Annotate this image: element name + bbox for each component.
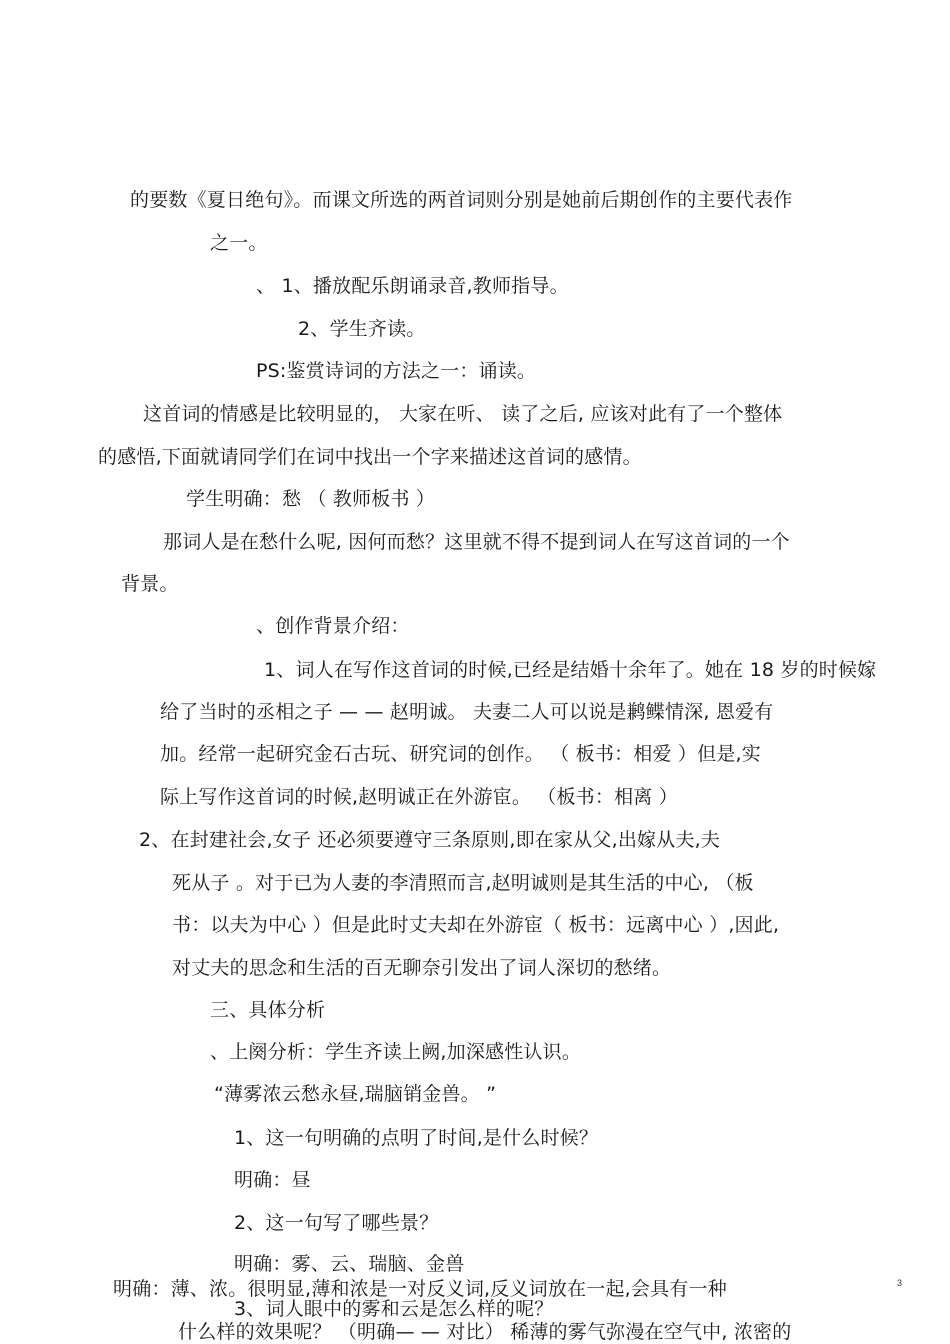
text-line-18: 书：以夫为中心 ）但是此时丈夫却在外游宦（ 板书：远离中心 ）,因此, xyxy=(172,914,780,936)
text-line-19: 对丈夫的思念和生活的百无聊奈引发出了词人深切的愁绪。 xyxy=(172,957,672,979)
text-line-4: 2、学生齐读。 xyxy=(298,318,426,340)
text-line-5: PS:鉴赏诗词的方法之一：诵读。 xyxy=(256,360,537,382)
text-line-7: 的感悟,下面就请同学们在词中找出一个字来描述这首词的感情。 xyxy=(98,446,642,468)
text-line-6: 这首词的情感是比较明显的， 大家在听、 读了之后, 应该对此有了一个整体 xyxy=(143,403,783,425)
text-line-15: 际上写作这首词的时候,赵明诚正在外游宦。 （板书：相离 ） xyxy=(160,786,678,808)
text-line-21: 、上阕分析：学生齐读上阙,加深感性认识。 xyxy=(210,1041,582,1063)
text-line-8: 学生明确：愁 （ 教师板书 ） xyxy=(186,488,436,510)
text-line-25: 2、这一句写了哪些景？ xyxy=(234,1212,439,1234)
text-line-16: 2、在封建社会,女子 还必须要遵守三条原则,即在家从父,出嫁从夫,夫 xyxy=(139,829,721,851)
poem-quote: “薄雾浓云愁永昼,瑞脑销金兽。 ” xyxy=(214,1083,497,1105)
text-line-29: 什么样的效果呢？ （明确— — 对比） 稀薄的雾气弥漫在空气中, 浓密的 xyxy=(178,1321,792,1343)
text-line-12: 1、词人在写作这首词的时候,已经是结婚十余年了。她在 18 岁的时候嫁 xyxy=(264,659,877,681)
text-line-11: 、创作背景介绍： xyxy=(256,615,410,637)
text-line-10: 背景。 xyxy=(121,573,179,595)
text-line-1: 的要数《夏日绝句》。而课文所选的两首词则分别是她前后期创作的主要代表作 xyxy=(130,189,793,211)
text-line-9: 那词人是在愁什么呢, 因何而愁？这里就不得不提到词人在写这首词的一个 xyxy=(163,531,790,553)
text-line-26: 明确：雾、云、瑞脑、金兽 xyxy=(234,1253,465,1275)
text-line-23: 1、这一句明确的点明了时间,是什么时候？ xyxy=(234,1127,599,1149)
text-line-14: 加。经常一起研究金石古玩、研究词的创作。 （ 板书：相爱 ）但是,实 xyxy=(160,743,761,765)
text-line-13: 给了当时的丞相之子 — — 赵明诚。 夫妻二人可以说是鹣鲽情深, 恩爱有 xyxy=(160,701,774,723)
text-line-2: 之一。 xyxy=(210,232,268,254)
page-number: 3 xyxy=(897,1278,903,1288)
text-line-28: 3、词人眼中的雾和云是怎么样的呢？ xyxy=(234,1298,554,1320)
text-line-24: 明确：昼 xyxy=(234,1169,311,1191)
section-heading: 三、具体分析 xyxy=(210,999,326,1021)
text-line-27: 明确：薄、浓。很明显,薄和浓是一对反义词,反义词放在一起,会具有一种 xyxy=(113,1278,727,1300)
text-line-17: 死从子 。对于已为人妻的李清照而言,赵明诚则是其生活的中心, （板 xyxy=(172,872,754,894)
text-line-3: 、 1、播放配乐朗诵录音,教师指导。 xyxy=(256,275,569,297)
